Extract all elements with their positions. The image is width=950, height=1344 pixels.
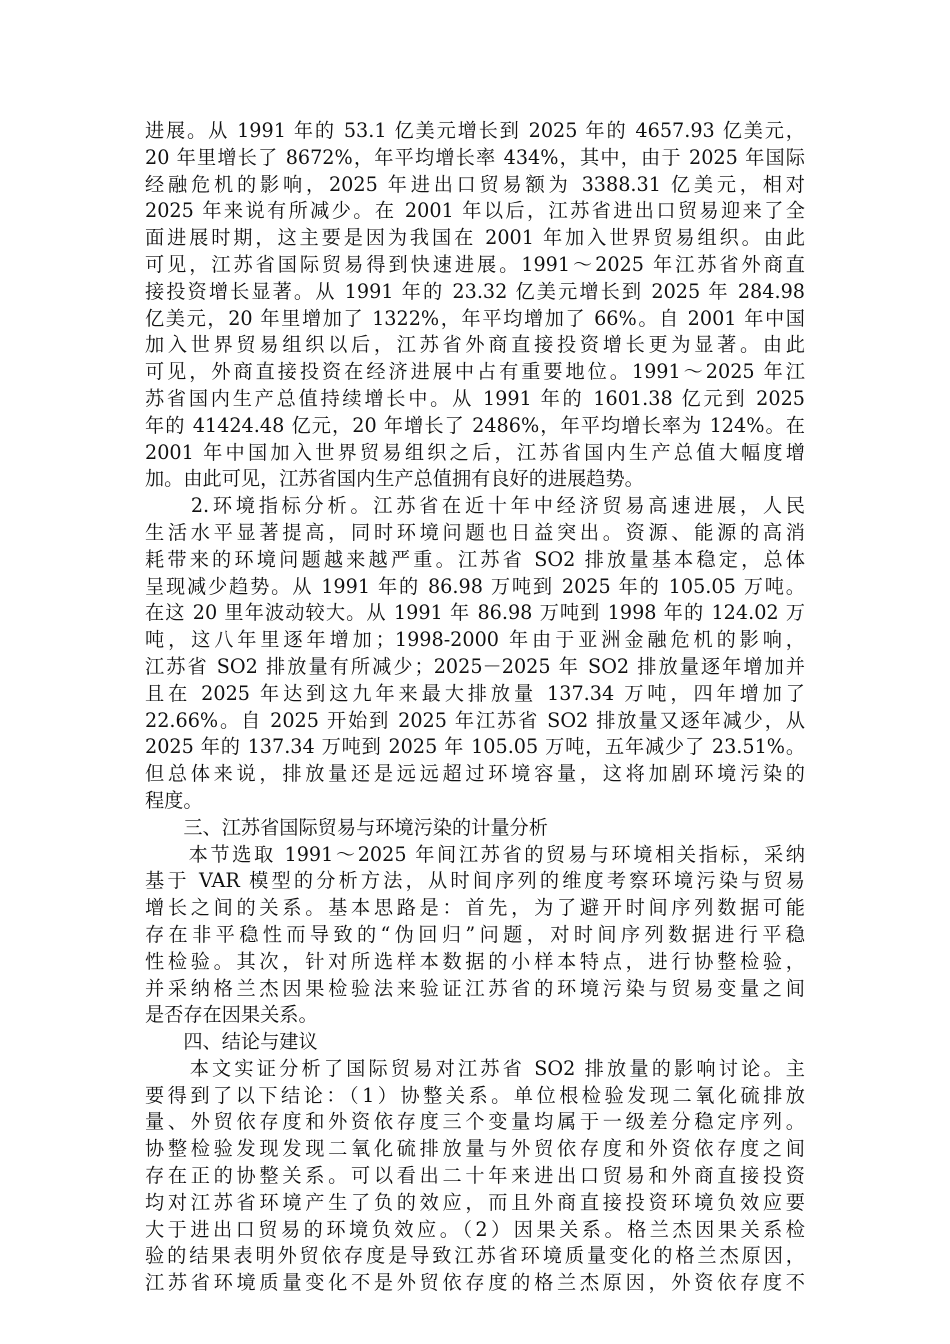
- text-line: 2025 年的 137.34 万吨到 2025 年 105.05 万吨，五年减少了 23.51%。: [145, 735, 805, 759]
- text-line: 存在正的协整关系。可以看出二十年来进出口贸易和外商直接投资: [145, 1164, 805, 1188]
- text-line: 加入世界贸易组织以后，江苏省外商直接投资增长更为显著。由此: [145, 333, 805, 357]
- text-line: 协整检验发现发现二氧化硫排放量与外贸依存度和外资依存度之间: [145, 1137, 805, 1161]
- text-line: 可见，江苏省国际贸易得到快速进展。1991～2025 年江苏省外商直: [145, 252, 805, 276]
- text-line: 江苏省 SO2 排放量有所减少；2025－2025 年 SO2 排放量逐年增加并: [145, 654, 805, 678]
- text-line: 面进展时期，这主要是因为我国在 2001 年加入世界贸易组织。由此: [145, 226, 805, 250]
- text-line: 本文实证分析了国际贸易对江苏省 SO2 排放量的影响讨论。主: [145, 1056, 805, 1080]
- text-line: 经融危机的影响，2025 年进出口贸易额为 3388.31 亿美元，相对: [145, 172, 805, 196]
- text-line: 但总体来说，排放量还是远远超过环境容量，这将加剧环境污染的: [145, 762, 805, 786]
- text-line: 均对江苏省环境产生了负的效应，而且外商直接投资环境负效应要: [145, 1190, 805, 1214]
- text-line: 呈现减少趋势。从 1991 年的 86.98 万吨到 2025 年的 105.05 万吨。: [145, 574, 805, 598]
- text-line: 2025 年来说有所减少。在 2001 年以后，江苏省进出口贸易迎来了全: [145, 199, 805, 223]
- text-line: 性检验。其次，针对所选样本数据的小样本特点，进行协整检验，: [145, 949, 805, 973]
- text-line: 并采纳格兰杰因果检验法来验证江苏省的环境污染与贸易变量之间: [145, 976, 805, 1000]
- text-line: 接投资增长显著。从 1991 年的 23.32 亿美元增长到 2025 年 284.98: [145, 279, 805, 303]
- text-line: 进展。从 1991 年的 53.1 亿美元增长到 2025 年的 4657.93 亿美元，: [145, 119, 805, 142]
- text-line: 苏省国内生产总值持续增长中。从 1991 年的 1601.38 亿元到 2025: [145, 386, 805, 410]
- text-line: 是否存在因果关系。: [145, 1003, 318, 1027]
- text-line: 可见，外商直接投资在经济进展中占有重要地位。1991～2025 年江: [145, 360, 805, 384]
- text-line: 2001 年中国加入世界贸易组织之后，江苏省国内生产总值大幅度增: [145, 440, 805, 464]
- text-line: 三、江苏省国际贸易与环境污染的计量分析: [145, 815, 548, 839]
- text-line: 增长之间的关系。基本思路是：首先，为了避开时间序列数据可能: [145, 896, 805, 920]
- text-line: 亿美元，20 年里增加了 1322%，年平均增加了 66%。自 2001 年中国: [145, 306, 805, 330]
- text-line: 江苏省环境质量变化不是外贸依存度的格兰杰原因，外资依存度不: [145, 1271, 805, 1295]
- text-line: 存在非平稳性而导致的“伪回归”问题，对时间序列数据进行平稳: [145, 922, 805, 946]
- text-line: 加。由此可见，江苏省国内生产总值拥有良好的进展趋势。: [145, 467, 644, 491]
- text-line: 年的 41424.48 亿元，20 年增长了 2486%，年平均增长率为 124%。在: [145, 413, 805, 437]
- text-line: 22.66%。自 2025 开始到 2025 年江苏省 SO2 排放量又逐年减少，从: [145, 708, 805, 732]
- text-line: 2.环境指标分析。江苏省在近十年中经济贸易高速进展，人民: [145, 494, 805, 518]
- text-line: 吨，这八年里逐年增加；1998-2000 年由于亚洲金融危机的影响，: [145, 628, 805, 652]
- text-line: 四、结论与建议: [145, 1030, 318, 1054]
- text-line: 基于 VAR 模型的分析方法，从时间序列的维度考察环境污染与贸易: [145, 869, 805, 893]
- text-line: 在这 20 里年波动较大。从 1991 年 86.98 万吨到 1998 年的 124.02 万: [145, 601, 805, 625]
- text-line: 要得到了以下结论：（1）协整关系。单位根检验发现二氧化硫排放: [145, 1083, 805, 1107]
- text-line: 验的结果表明外贸依存度是导致江苏省环境质量变化的格兰杰原因，: [145, 1244, 805, 1268]
- text-line: 量、外贸依存度和外资依存度三个变量均属于一级差分稳定序列。: [145, 1110, 805, 1134]
- text-line: 程度。: [145, 788, 203, 812]
- text-line: 大于进出口贸易的环境负效应。（2）因果关系。格兰杰因果关系检: [145, 1217, 805, 1241]
- document-body: [145, 118, 805, 1297]
- text-line: 本节选取 1991～2025 年间江苏省的贸易与环境相关指标，采纳: [145, 842, 805, 866]
- text-line: 耗带来的环境问题越来越严重。江苏省 SO2 排放量基本稳定，总体: [145, 547, 805, 571]
- text-line: 生活水平显著提高，同时环境问题也日益突出。资源、能源的高消: [145, 520, 805, 544]
- text-line: 且在 2025 年达到这九年来最大排放量 137.34 万吨，四年增加了: [145, 681, 805, 705]
- text-line: 20 年里增长了 8672%，年平均增长率 434%，其中，由于 2025 年国际: [145, 145, 805, 169]
